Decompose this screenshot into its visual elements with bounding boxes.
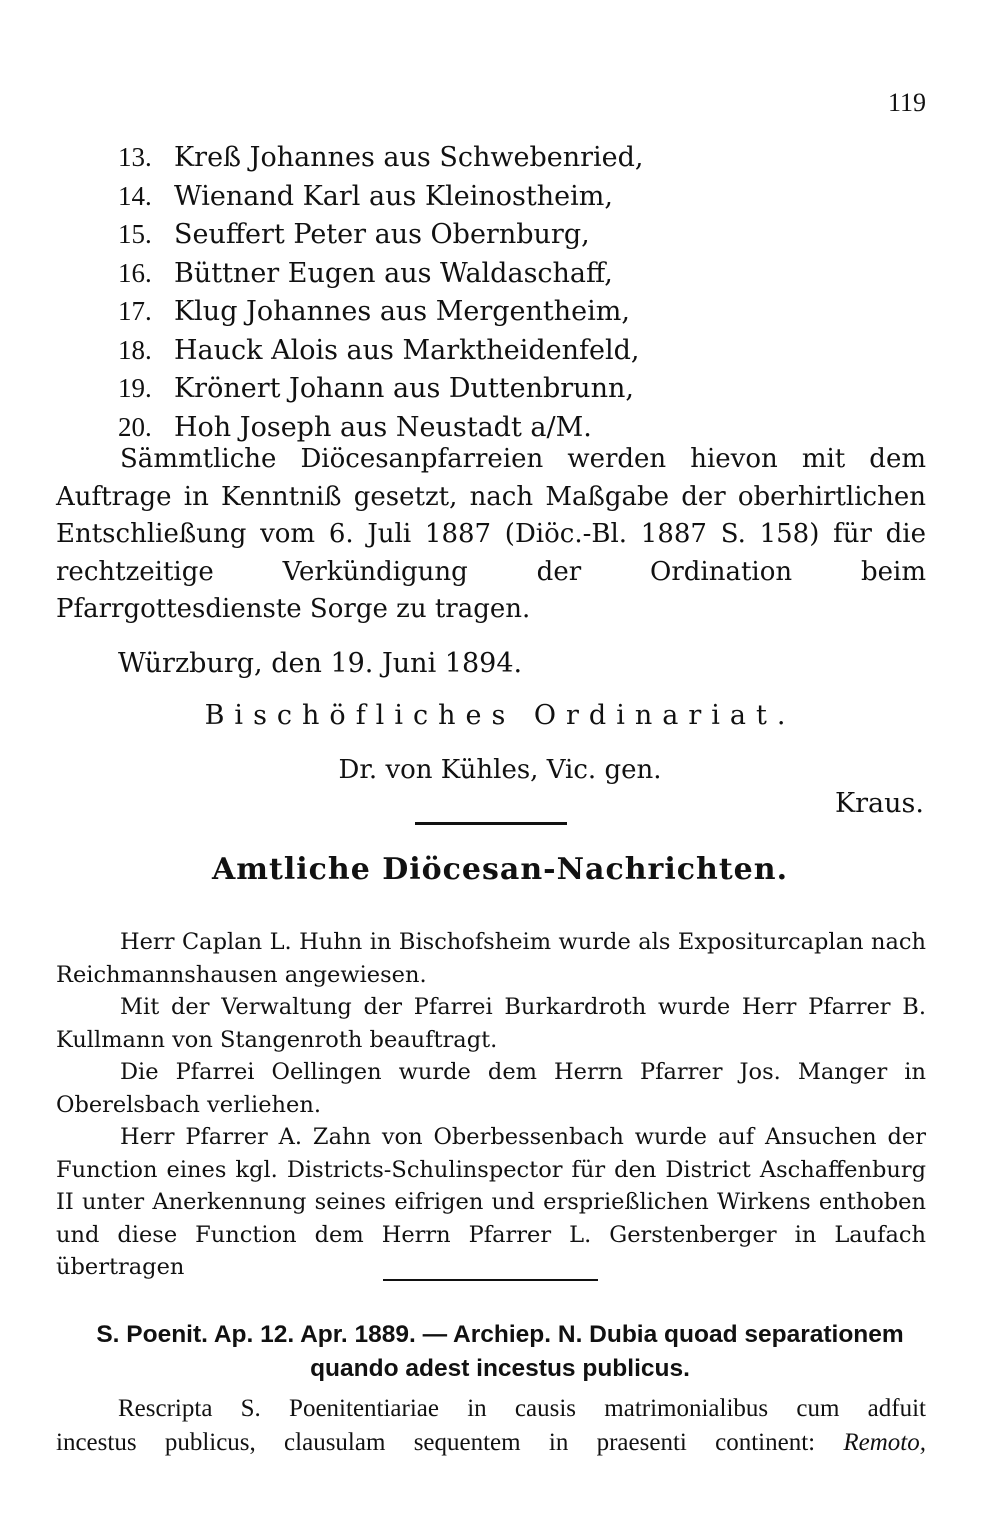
latin-text: incestus publicus, clausulam sequentem in praesenti continent:	[56, 1429, 844, 1456]
list-text: Hoh Joseph aus Neustadt a/M.	[174, 411, 592, 443]
list-number: 13.	[118, 142, 152, 172]
list-number: 20.	[118, 411, 152, 442]
list-number: 16.	[118, 257, 152, 288]
news-paragraph: Herr Caplan L. Huhn in Bischofsheim wurde als Expositurcaplan nach Reichmannshausen angewiesen.	[56, 929, 926, 988]
list-text: Hauck Alois aus Marktheidenfeld,	[174, 334, 640, 366]
news-paragraph: Herr Pfarrer A. Zahn von Oberbessenbach wurde auf Ansuchen der Function eines kgl. Districts-Schulinspector für den District Aschaffenburg II unter Anerkennung seines eifrigen und ersprießlichen Wirkens enthoben und diese Function dem Herrn Pfarrer L. Gerstenberger in Laufach übertragen	[56, 1124, 926, 1280]
list-number: 17.	[118, 296, 152, 326]
latin-paragraph-line	[56, 1426, 926, 1460]
date-line: Würzburg, den 19. Juni 1894.	[118, 648, 523, 679]
news-paragraph: Mit der Verwaltung der Pfarrei Burkardroth wurde Herr Pfarrer B. Kullmann von Stangenroth beauftragt.	[56, 994, 926, 1053]
list-number: 14.	[118, 180, 152, 211]
divider	[383, 1279, 598, 1281]
list-number: 15.	[118, 219, 152, 249]
list-item	[118, 369, 644, 408]
list-item	[118, 138, 644, 177]
list-item	[118, 254, 644, 293]
list-text: Klug Johannes aus Mergentheim,	[174, 296, 630, 327]
list-item	[118, 331, 644, 370]
list-text: Kreß Johannes aus Schwebenried,	[174, 142, 644, 173]
list-item	[118, 177, 644, 216]
news-paragraph: Die Pfarrei Oellingen wurde dem Herrn Pfarrer Jos. Manger in Oberelsbach verliehen.	[56, 1059, 926, 1118]
latin-italic-text: Remoto,	[843, 1429, 926, 1456]
section-title: Amtliche Diöcesan-Nachrichten.	[211, 852, 789, 887]
list-item	[118, 292, 644, 331]
latin-text: Rescripta S. Poenitentiariae in causis matrimonialibus cum adfuit	[118, 1395, 926, 1422]
signature-kraus: Kraus.	[834, 788, 924, 819]
signature-vicar: Dr. von Kühles, Vic. gen.	[338, 755, 662, 785]
latin-heading-line: S. Poenit. Ap. 12. Apr. 1889. — Archiep. N. Dubia quoad separationem	[96, 1321, 904, 1348]
latin-heading-line: quando adest incestus publicus.	[310, 1355, 690, 1382]
divider	[415, 822, 567, 825]
latin-heading	[0, 1318, 1000, 1386]
list-text: Wienand Karl aus Kleinostheim,	[174, 180, 613, 212]
issuer-line: Bischöfliches Ordinariat.	[204, 700, 796, 731]
page-number: 119	[887, 88, 926, 117]
list-number: 18.	[118, 334, 152, 365]
list-text: Seuffert Peter aus Obernburg,	[174, 219, 590, 250]
list-text: Krönert Johann aus Duttenbrunn,	[174, 373, 634, 404]
notice-paragraph: Sämmtliche Diöcesanpfarreien werden hievon mit dem Auftrage in Kenntniß gesetzt, nach Maßgabe der oberhirtlichen Entschließung vom 6. Juli 1887 (Diöc.-Bl. 1887 S. 158) für die rechtzeitige Verkündigung der Ordination beim Pfarrgottesdienste Sorge zu tragen.	[56, 444, 926, 624]
latin-paragraph-line	[56, 1392, 926, 1426]
list-number: 19.	[118, 373, 152, 403]
list-text: Büttner Eugen aus Waldaschaff,	[174, 257, 613, 289]
ordination-list	[118, 138, 644, 446]
list-item	[118, 215, 644, 254]
